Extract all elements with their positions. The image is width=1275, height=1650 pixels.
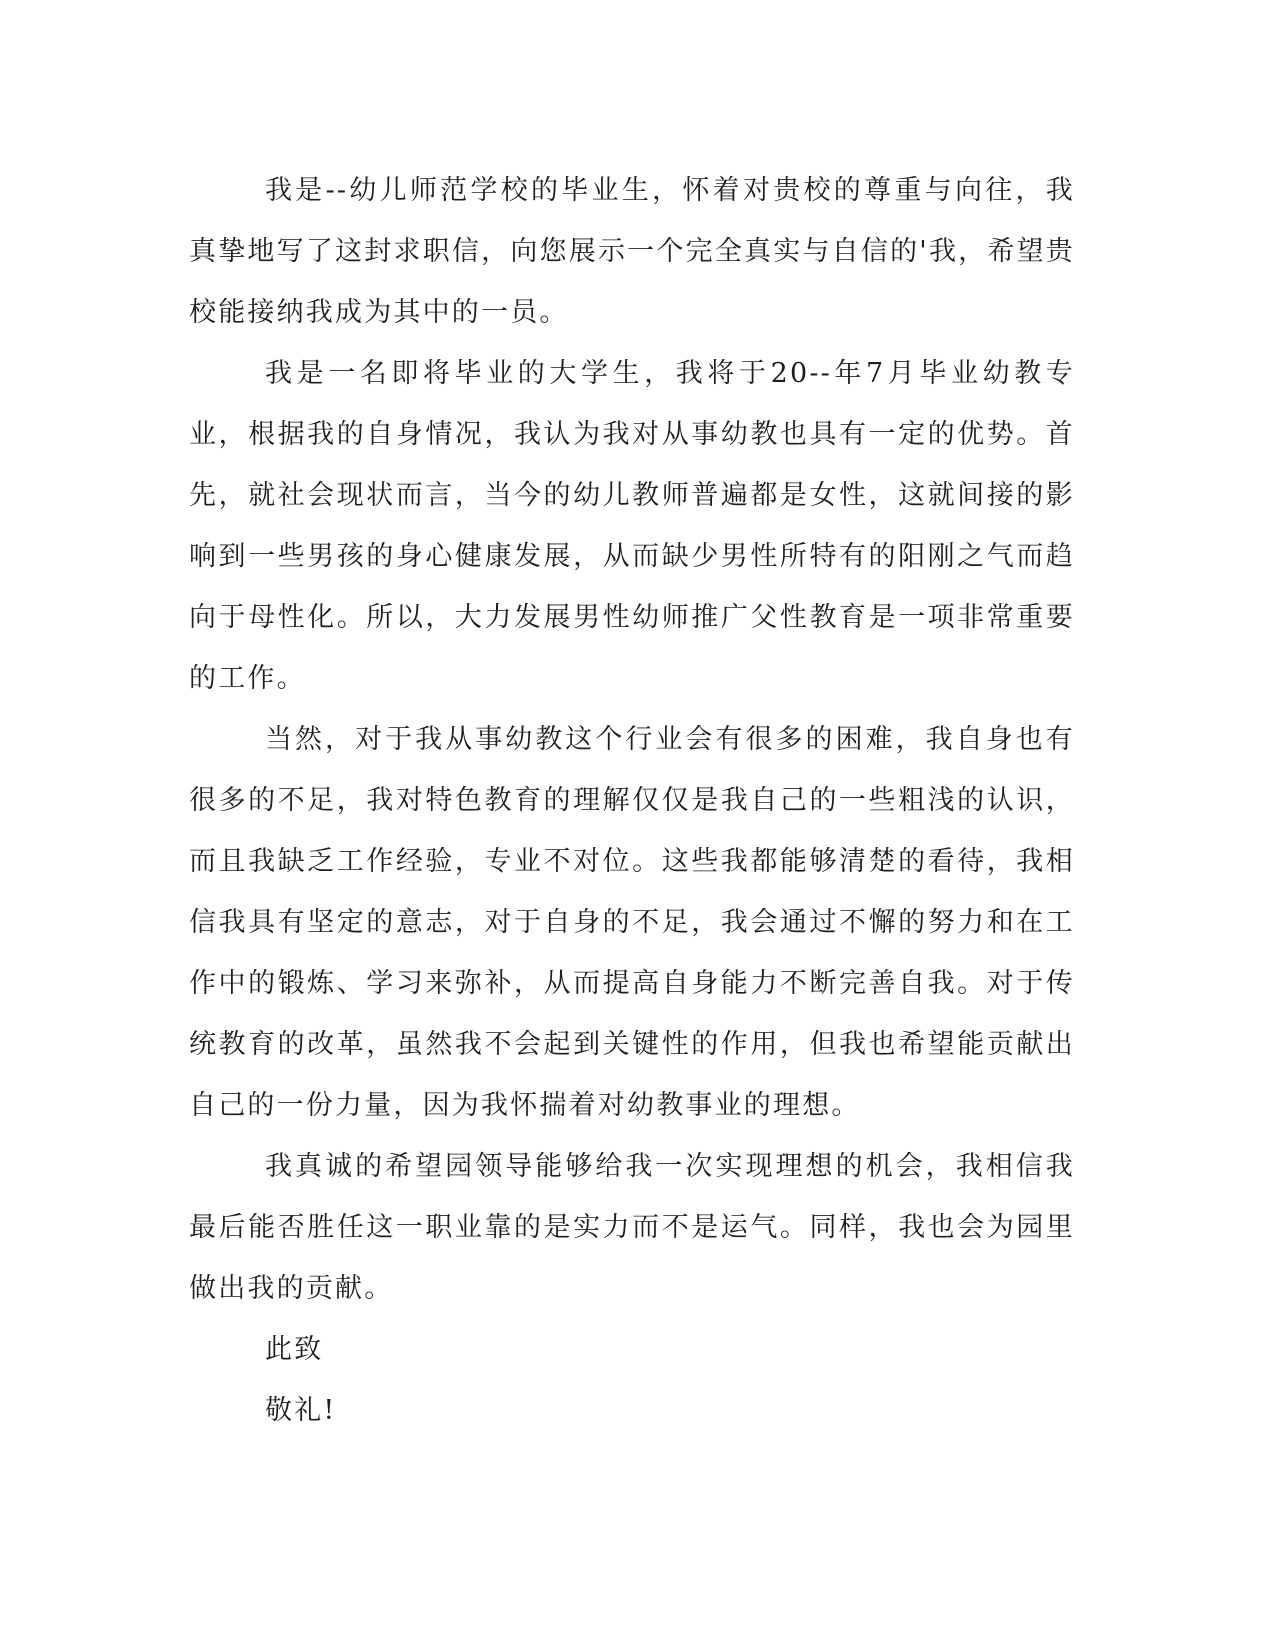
letter-body [189, 160, 1075, 1441]
closing-salutation: 此致 [265, 1334, 324, 1365]
paragraph-intro: 我是--幼儿师范学校的毕业生，怀着对贵校的尊重与向往，我真挚地写了这封求职信，向您展示一个完全真实与自信的'我，希望贵校能接纳我成为其中的一员。 [189, 175, 1075, 328]
closing-regards: 敬礼! [265, 1395, 337, 1426]
paragraph-difficulties: 当然，对于我从事幼教这个行业会有很多的困难，我自身也有很多的不足，我对特色教育的理解仅仅是我自己的一些粗浅的认识，而且我缺乏工作经验，专业不对位。这些我都能够清楚的看待，我相信我具有坚定的意志，对于自身的不足，我会通过不懈的努力和在工作中的锻炼、学习来弥补，从而提高自身能力不断完善自我。对于传统教育的改革，虽然我不会起到关键性的作用，但我也希望能贡献出自己的一份力量，因为我怀揣着对幼教事业的理想。 [189, 724, 1075, 1121]
paragraph-advantages: 我是一名即将毕业的大学生，我将于20--年7月毕业幼教专业，根据我的自身情况，我认为我对从事幼教也具有一定的优势。首先，就社会现状而言，当今的幼儿教师普遍都是女性，这就间接的影响到一些男孩的身心健康发展，从而缺少男性所特有的阳刚之气而趋向于母性化。所以，大力发展男性幼师推广父性教育是一项非常重要的工作。 [189, 358, 1075, 694]
paragraph-hope: 我真诚的希望园领导能够给我一次实现理想的机会，我相信我最后能否胜任这一职业靠的是实力而不是运气。同样，我也会为园里做出我的贡献。 [189, 1151, 1075, 1304]
